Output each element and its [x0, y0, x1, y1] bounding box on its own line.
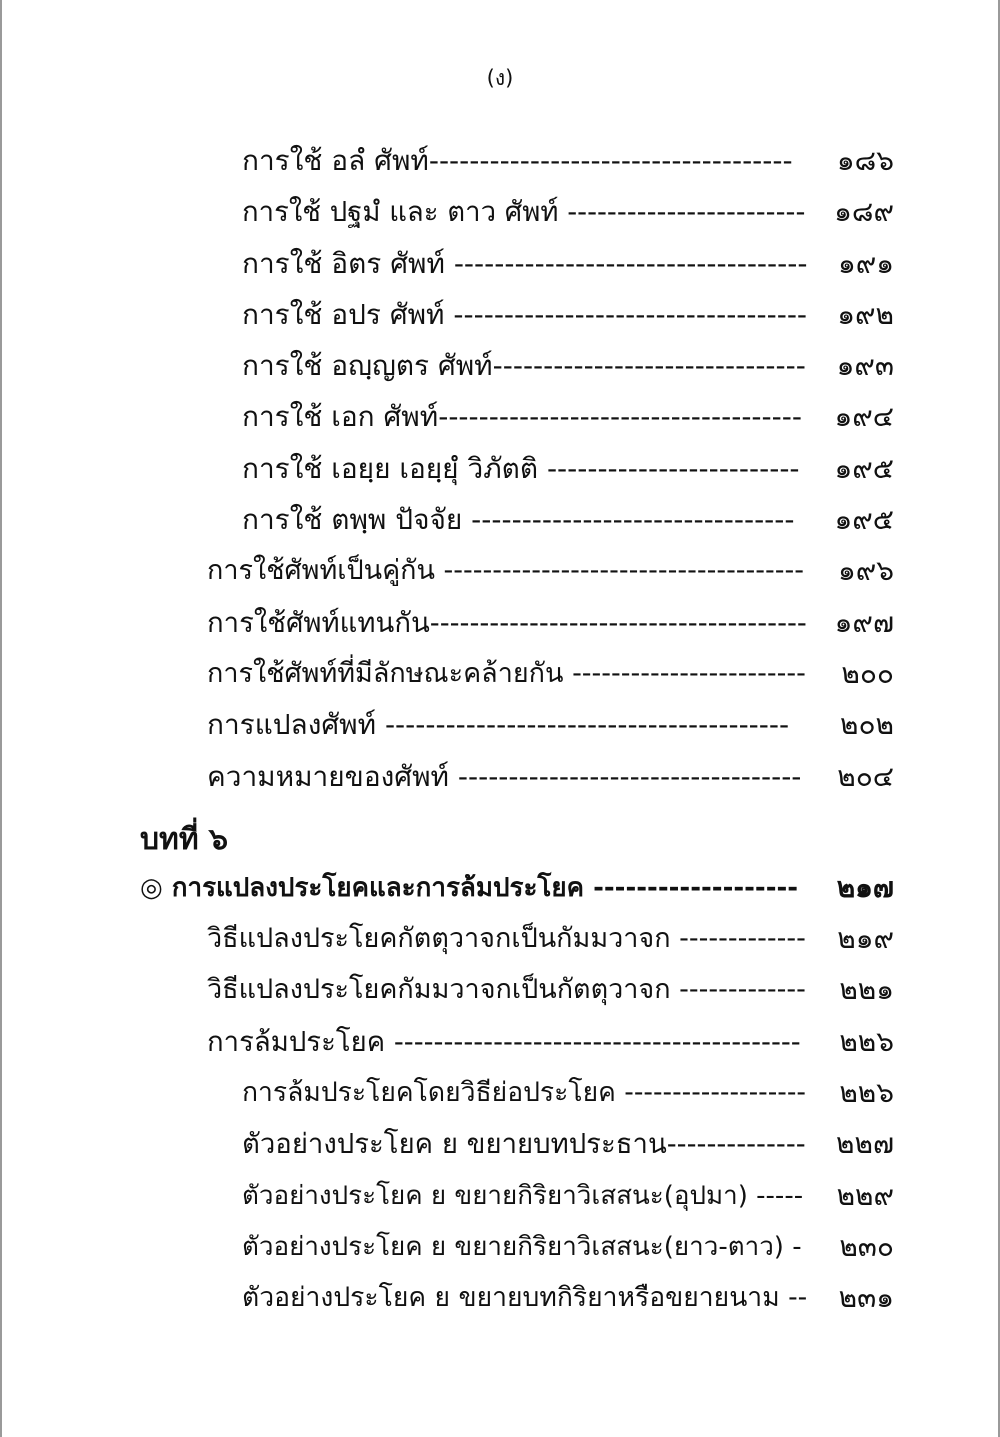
toc-entry-page: ๒๓๐: [839, 1229, 894, 1263]
toc-entry-page: ๑๘๖: [836, 144, 894, 177]
toc-entry: [2, 964, 1000, 1015]
toc-entry-title: การแปลงศัพท์ ----------------------------------------: [207, 708, 790, 742]
toc-entry-title: การใช้ศัพท์แทนกัน--------------------------------------: [207, 606, 807, 639]
toc-entry-page: ๒๒๗: [836, 1127, 894, 1161]
toc-entry-page: ๑๙๖: [837, 554, 894, 588]
toc-entry-page: ๒๐๒: [839, 708, 894, 742]
toc-entry: [2, 443, 1000, 494]
toc-entry: [2, 289, 1000, 340]
toc-entry-page: ๑๘๙: [834, 195, 894, 229]
toc-entry-title: วิธีแปลงประโยคกัตตุวาจกเป็นกัมมวาจก -------------: [207, 923, 806, 955]
toc-entry-page: ๒๒๙: [836, 1178, 894, 1212]
toc-entry-title: การใช้ ตพฺพ ปัจจัย --------------------------------: [242, 503, 795, 537]
toc-entry: [2, 1272, 1000, 1323]
page-number: (ง): [486, 66, 514, 90]
toc-entry-page: ๑๙๒: [837, 297, 894, 331]
toc-entry: [2, 494, 1000, 545]
toc-entry-title: ตัวอย่างประโยค ย ขยายกิริยาวิเสสนะ(อุปมา) -----: [242, 1180, 804, 1211]
toc-entry: [2, 1221, 1000, 1272]
toc-entry: [2, 648, 1000, 699]
toc-entry-title: การล้มประโยคโดยวิธีย่อประโยค -------------------: [242, 1077, 806, 1109]
toc-entry-title: ความหมายของศัพท์ ----------------------------------: [207, 759, 802, 793]
toc-entry: [2, 597, 1000, 648]
toc-entry-title: การใช้ อลํ ศัพท์------------------------------------: [242, 144, 793, 177]
toc-entry-title: การใช้ อญฺญตร ศัพท์-------------------------------: [242, 349, 806, 383]
toc-entry-title: การใช้ศัพท์ที่มีลักษณะคล้ายกัน ------------------------: [207, 657, 806, 689]
toc-entry: [2, 1016, 1000, 1067]
table-of-contents: [2, 135, 1000, 1324]
toc-entry-page: ๒๐๐: [841, 656, 894, 690]
toc-entry-page: ๒๐๔: [837, 759, 894, 793]
toc-entry-page: ๒๒๖: [839, 1076, 894, 1110]
toc-entry: [2, 340, 1000, 391]
toc-entry-title: การใช้ เอยฺย เอยฺยุํ วิภัตติ -------------------------: [242, 451, 800, 485]
toc-entry-title: ตัวอย่างประโยค ย ขยายบทกิริยาหรือขยายนาม --: [242, 1282, 808, 1314]
toc-entry-page: ๑๙๑: [837, 246, 894, 280]
toc-entry-title: การใช้ศัพท์เป็นคู่กัน -------------------------------------: [207, 555, 805, 587]
toc-entry-title: การล้มประโยค -----------------------------------------: [207, 1025, 801, 1058]
toc-entry: [2, 391, 1000, 442]
toc-entry: [2, 699, 1000, 750]
toc-entry-title: การใช้ เอก ศัพท์------------------------------------: [242, 400, 802, 434]
toc-entry-title: วิธีแปลงประโยคกัมมวาจกเป็นกัตตุวาจก -------------: [207, 974, 806, 1006]
toc-entry: [2, 751, 1000, 802]
toc-entry-page: ๑๙๕: [834, 451, 894, 485]
chapter-heading: [2, 802, 1000, 862]
toc-entry-page: ๒๒๑: [839, 973, 894, 1007]
toc-entry-page: ๑๙๕: [834, 503, 894, 537]
toc-entry-page: ๑๙๗: [834, 605, 894, 639]
toc-entry: [2, 545, 1000, 596]
toc-entry-title: ตัวอย่างประโยค ย ขยายกิริยาวิเสสนะ(ยาว-ตาว) -: [242, 1231, 802, 1262]
toc-entry-page: ๑๙๔: [834, 400, 894, 434]
toc-section: [2, 862, 1000, 913]
toc-entry-title: การใช้ ปฐมํ และ ตาว ศัพท์ ------------------------: [242, 196, 806, 229]
toc-section-title: ◎ การแปลงประโยคและการล้มประโยค -------------------: [140, 872, 799, 903]
toc-entry-page: ๑๙๓: [836, 349, 894, 383]
toc-entry: [2, 913, 1000, 964]
toc-section-page: ๒๑๗: [836, 870, 894, 904]
toc-entry-page: ๒๒๖: [839, 1024, 894, 1058]
toc-entry-page: ๒๓๑: [838, 1281, 894, 1315]
toc-entry-title: ตัวอย่างประโยค ย ขยายบทประธาน--------------: [242, 1128, 806, 1161]
toc-entry: [2, 1118, 1000, 1169]
toc-entry: [2, 1067, 1000, 1118]
chapter-title: บทที่ ๖: [140, 821, 229, 857]
toc-entry-title: การใช้ อปร ศัพท์ -----------------------------------: [242, 297, 808, 331]
toc-entry-title: การใช้ อิตร ศัพท์ -----------------------------------: [242, 246, 808, 280]
toc-entry: [2, 186, 1000, 237]
toc-entry-page: ๒๑๙: [837, 922, 894, 956]
toc-entry: [2, 238, 1000, 289]
toc-entry: [2, 135, 1000, 186]
toc-entry: [2, 1170, 1000, 1221]
